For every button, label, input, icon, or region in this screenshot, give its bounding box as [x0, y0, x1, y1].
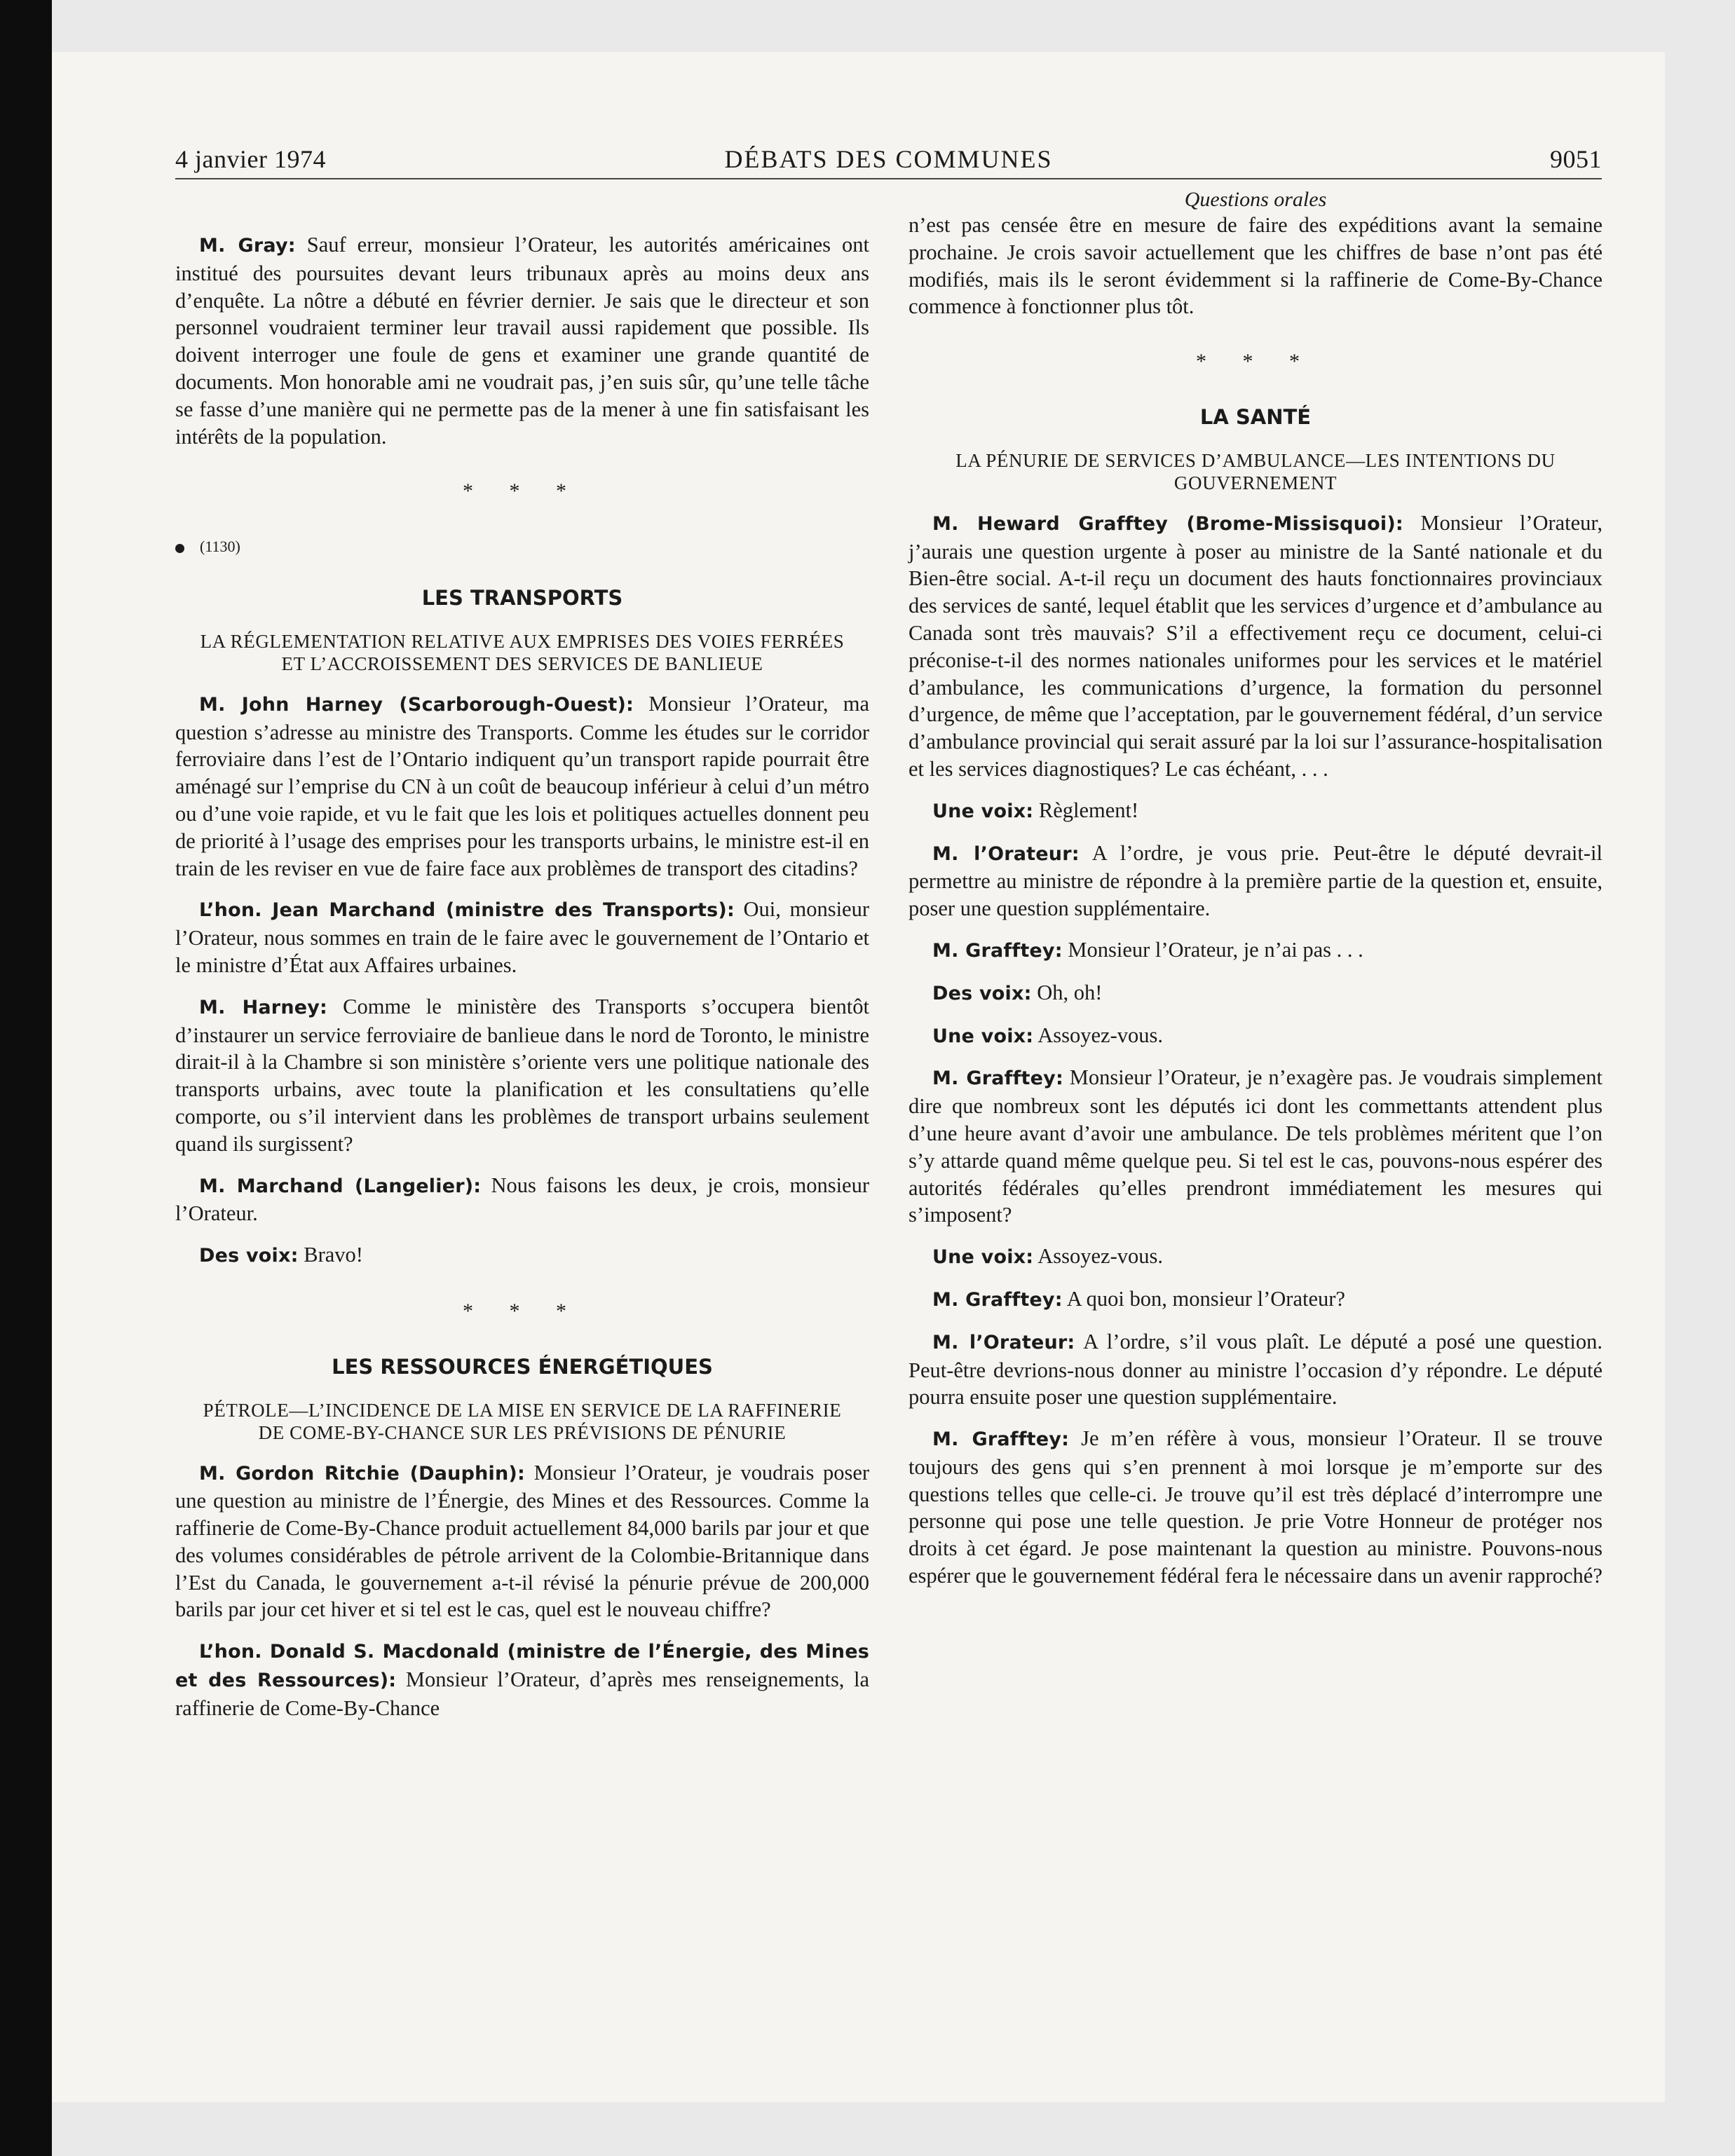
speaker: M. Grafftey:	[932, 1067, 1063, 1090]
section-heading: LES TRANSPORTS	[421, 585, 623, 610]
speech: Monsieur l’Orateur, je n’exagère pas. Je voudrais simplement dire que nombreux sont les députés ici dont les commettants attendent plus d’une heure avant d’avoir une ambulance. De tels problèmes méritent que l’on s’y attarde quand même quelque peu. Si tel est le cas, pouvons-nous espérer des autorités fédérales qu’elles prendront immédiatement les mesures qui s’imposent?	[909, 1065, 1603, 1227]
speech: Sauf erreur, monsieur l’Orateur, les autorités américaines ont institué des poursuites devant leurs tribunaux après au moins deux ans d’enquête. La nôtre a débuté en février dernier. Je sais que le directeur et son personnel voudraient terminer leur travail aussi rapidement que possible. Ils doivent interroger une foule de gens et examiner une grande quantité de documents. Mon honorable ami ne voudrait pas, j’en suis sûr, qu’une telle tâche se fasse d’une manière qui ne permette pas de la mener à une fin satisfaisant les intérêts de la population.	[175, 233, 870, 449]
speaker: M. Grafftey:	[932, 1428, 1070, 1451]
section-separator: * * *	[463, 1299, 582, 1323]
speaker: Des voix:	[199, 1245, 299, 1267]
speech: Bravo!	[304, 1243, 363, 1267]
left-column	[175, 198, 869, 1722]
paragraph	[909, 1064, 1603, 1229]
speech: n’est pas censée être en mesure de faire des expéditions avant la semaine prochaine. Je crois savoir actuellement que les chiffres de base n’ont pas été modifiés, mais ils le seront évidemment si la raffinerie de Come-By-Chance commence à fonctionner plus tôt.	[909, 213, 1603, 319]
speech: Règlement!	[1038, 798, 1139, 822]
paragraph	[909, 1022, 1603, 1051]
paragraph	[175, 231, 869, 450]
speech: A quoi bon, monsieur l’Orateur?	[1066, 1286, 1345, 1311]
paragraph	[909, 1425, 1603, 1590]
speaker: Une voix:	[932, 1025, 1034, 1047]
speech: Assoyez-vous.	[1037, 1023, 1163, 1047]
speaker: M. Grafftey:	[932, 939, 1063, 962]
paragraph	[175, 896, 869, 978]
paragraph	[909, 1285, 1603, 1314]
paragraph	[909, 840, 1603, 922]
paragraph	[909, 979, 1603, 1008]
section-heading: LES RESSOURCES ÉNERGÉTIQUES	[332, 1354, 713, 1379]
speaker: Des voix:	[932, 982, 1032, 1004]
paragraph	[175, 1459, 869, 1624]
time-marker-label: (1130)	[200, 538, 240, 556]
section-separator: * * *	[1196, 350, 1315, 374]
paragraph	[175, 1637, 869, 1721]
paragraph	[909, 212, 1603, 320]
section-separator: * * *	[463, 479, 582, 503]
bullet-icon	[175, 544, 184, 553]
paragraph	[909, 936, 1603, 965]
speech: A l’ordre, je vous prie. Peut-être le député devrait-il permettre au ministre de répondre à la première partie de la question et, ensuite, poser une question supplémentaire.	[909, 840, 1603, 921]
subsection-heading: PÉTROLE—L’INCIDENCE DE LA MISE EN SERVICE DE LA RAFFINERIE DE COME-BY-CHANCE SUR LES PRÉVISIONS DE PÉNURIE	[203, 1399, 842, 1443]
speaker: Une voix:	[932, 1246, 1034, 1269]
paragraph	[175, 1172, 869, 1228]
scan-edge	[0, 0, 52, 2156]
speaker: M. l’Orateur:	[932, 1331, 1075, 1353]
speaker: M. Heward Grafftey (Brome-Missisquoi):	[932, 512, 1403, 535]
speaker: M. Grafftey:	[932, 1288, 1063, 1311]
speaker: L’hon. Jean Marchand (ministre des Transports):	[199, 899, 735, 922]
section-heading: LA SANTÉ	[1199, 404, 1312, 429]
speaker: M. John Harney (Scarborough-Ouest):	[199, 693, 634, 716]
paragraph	[909, 1243, 1603, 1271]
speaker: M. Gray:	[199, 235, 296, 257]
speaker: M. Harney:	[199, 996, 328, 1018]
header-page-number: 9051	[1550, 145, 1602, 173]
running-head: Questions orales	[1184, 188, 1327, 211]
paragraph	[175, 993, 869, 1158]
speech: Monsieur l’Orateur, j’aurais une question urgente à poser au ministre de la Santé nationale et du Bien-être social. A-t-il reçu un document des hauts fonctionnaires provinciaux des services de santé, lequel établit que les services d’urgence et d’ambulance au Canada sont très mauvais? S’il a effectivement reçu ce document, celui-ci préconise-t-il des normes nationales uniformes pour les services et le matériel d’ambulance, les communications d’urgence, la formation du personnel d’urgence, de même que l’acceptation, par le gouvernement fédéral, d’un service d’ambulance provincial qui serait assuré par la loi sur l’assurance-hospitalisation et les services diagnostiques? Le cas échéant, . . .	[909, 510, 1603, 781]
paragraph	[175, 1241, 869, 1270]
time-marker	[175, 533, 869, 561]
speaker: M. Gordon Ritchie (Dauphin):	[199, 1462, 525, 1485]
speaker: Une voix:	[932, 800, 1034, 822]
page-header	[175, 142, 1602, 179]
header-title: DÉBATS DES COMMUNES	[724, 145, 1053, 173]
paragraph	[909, 797, 1603, 826]
paragraph	[909, 510, 1603, 783]
paragraph	[909, 1328, 1603, 1411]
speech: Oh, oh!	[1037, 980, 1103, 1004]
speech: Assoyez-vous.	[1037, 1244, 1163, 1269]
speaker: L’hon. Donald S. Macdonald (ministre de l’Énergie, des Mines et des Ressources):	[175, 1641, 869, 1692]
speech: Monsieur l’Orateur, d’après mes renseignements, la raffinerie de Come-By-Chance	[175, 1667, 870, 1720]
speech: Comme le ministère des Transports s’occupera bientôt d’instaurer un service ferroviaire de banlieue dans le nord de Toronto, le ministre dirait-il à la Chambre si son ministère s’oriente vers une politique nationale des transports urbains, avec toute la planification et les consultatiens qu’elle comporte, ou s’il intervient dans les problèmes de transport urbains seulement quand ils surgissent?	[175, 994, 869, 1156]
header-date: 4 janvier 1974	[175, 145, 326, 173]
speech: Monsieur l’Orateur, je voudrais poser une question au ministre de l’Énergie, des Mines et des Ressources. Comme la raffinerie de Come-By-Chance produit actuellement 84,000 barils par jour et que des volumes considérables de pétrole arrivent de la Colombie-Britannique dans l’Est du Canada, le gouvernement a-t-il révisé la pénurie prévue de 200,000 barils par jour cet hiver et si tel est le cas, quel est le nouveau chiffre?	[175, 1460, 870, 1622]
speech: A l’ordre, s’il vous plaît. Le député a posé une question. Peut-être devrions-nous donner au ministre l’occasion d’y répondre. Le député pourra ensuite poser une question supplémentaire.	[909, 1329, 1603, 1410]
speech: Je m’en réfère à vous, monsieur l’Orateur. Il se trouve toujours des gens qui s’en prennent à moi lorsque je m’emporte sur des questions telles que celle-ci. Je trouve qu’il est très déplacé d’interrompre une personne qui pose une telle question. Je prie Votre Honneur de protéger nos droits à cet égard. Je pose maintenant la question au ministre. Pouvons-nous espérer que le gouvernement fédéral fera le nécessaire dans un avenir rapproché?	[909, 1426, 1603, 1588]
speech: Monsieur l’Orateur, ma question s’adresse au ministre des Transports. Comme les études sur le corridor ferroviaire dans l’est de l’Ontario indiquent qu’un transport rapide pourrait être aménagé sur l’emprise du CN à un coût de beaucoup inférieur à celui d’un métro ou d’une voie rapide, et vu le fait que les lois et politiques actuelles donnent peu de priorité à l’usage des emprises pour les transports urbains, le ministre est-il en train de les reviser en vue de faire face aux problèmes de transport des citadins?	[175, 691, 870, 880]
subsection-heading: LA PÉNURIE DE SERVICES D’AMBULANCE—LES INTENTIONS DU GOUVERNEMENT	[955, 449, 1556, 493]
right-column	[909, 188, 1603, 1590]
subsection-heading: LA RÉGLEMENTATION RELATIVE AUX EMPRISES DES VOIES FERRÉES ET L’ACCROISSEMENT DES SERVICES DE BANLIEUE	[200, 630, 845, 674]
speaker: M. Marchand (Langelier):	[199, 1175, 482, 1197]
speaker: M. l’Orateur:	[932, 842, 1080, 865]
speech: Oui, monsieur l’Orateur, nous sommes en train de le faire avec le gouvernement de l’Ontario et le ministre d’État aux Affaires urbaines.	[175, 897, 869, 977]
speech: Monsieur l’Orateur, je n’ai pas . . .	[1068, 937, 1363, 962]
speech: Nous faisons les deux, je crois, monsieur l’Orateur.	[175, 1173, 870, 1226]
paragraph	[175, 690, 869, 882]
